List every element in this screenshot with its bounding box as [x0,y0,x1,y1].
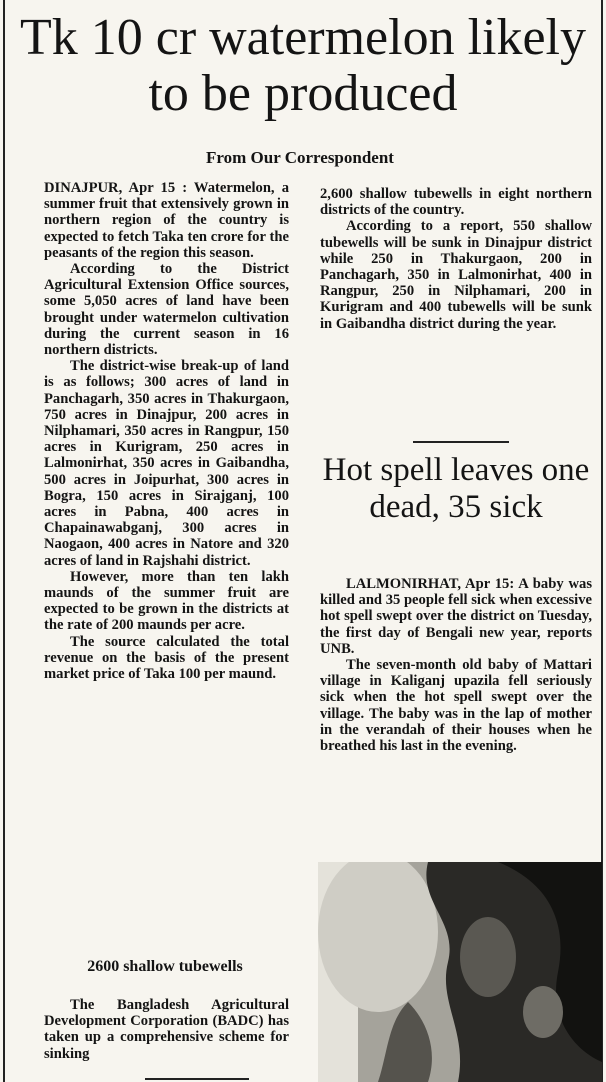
news-photo [318,862,602,1082]
article-paragraph: The source calculated the total revenue on the basis of the present market price of Taka 100 per maund. [44,633,289,683]
subheading: 2600 shallow tubewells [87,958,243,975]
article-paragraph: However, more than ten lakh maunds of the summer fruit are expected to be grown in the districts at the rate of 200 maunds per acre. [44,568,289,634]
article-paragraph: LALMONIRHAT, Apr 15: A baby was killed and 35 people fell sick when excessive hot spell swept over the district on Tuesday, the first day of Bengali new year, reports UNB. [320,576,593,657]
bottom-rule [145,1078,249,1080]
article-paragraph: The district-wise break-up of land is as follows; 300 acres of land in Panchagarh, 350 acres in Thakurgaon, 750 acres in Dinajpur, 200 acres in Nilphamari, 350 acres in Rangpur, 150 acres in Kurigram, 250 acres in Lalmonirhat, 350 acres in Gaibandha, 500 acres in Joipurhat, 300 acres in Bogra, 150 acres in Sirajganj, 100 acres in Pabna, 400 acres in Chapainawabganj, 300 acres in Naogaon, 400 acres in Natore and 320 acres of land in Rajshahi district. [44,358,289,569]
second-article-column [320,576,592,754]
second-headline: Hot spell leaves one dead, 35 sick [322,452,590,525]
article-paragraph: According to a report, 550 shallow tubewells will be sunk in Dinajpur district while 250 in Thakurgaon, 200 in Panchagarh, 350 in Lalmonirhat, 400 in Rangpur, 250 in Nilphamari, 200 in Kurigram and 400 tubewells will be sunk in Gaibandha district during the year. [320,218,592,332]
article-paragraph: DINAJPUR, Apr 15 : Watermelon, a summer fruit that extensively grown in northern region of the country is expected to fetch Taka ten crore for the peasants of the region this season. [44,180,289,261]
byline: From Our Correspondent [206,148,394,167]
article-column-left-bottom [44,997,289,1062]
photo-image [318,862,602,1082]
headline: Tk 10 cr watermelon likely to be produced [19,9,587,122]
article-paragraph: The seven-month old baby of Mattari village in Kaliganj upazila fell seriously sick when the hot spell swept over the village. The baby was in the lap of mother in the verandah of their houses when he breathed his last in the evening. [320,657,592,755]
article-paragraph: The Bangladesh Agricultural Development Corporation (BADC) has taken up a comprehensive scheme for sinking [44,997,289,1062]
article-column-right [320,186,592,332]
left-column-rule [3,0,5,1082]
article-column-left [44,180,289,682]
article-paragraph: 2,600 shallow tubewells in eight northern districts of the country. [320,186,592,219]
section-divider [413,441,509,443]
article-paragraph: According to the District Agricultural Extension Office sources, some 5,050 acres of land have been brought under watermelon cultivation during the current season in 16 northern districts. [44,261,289,359]
